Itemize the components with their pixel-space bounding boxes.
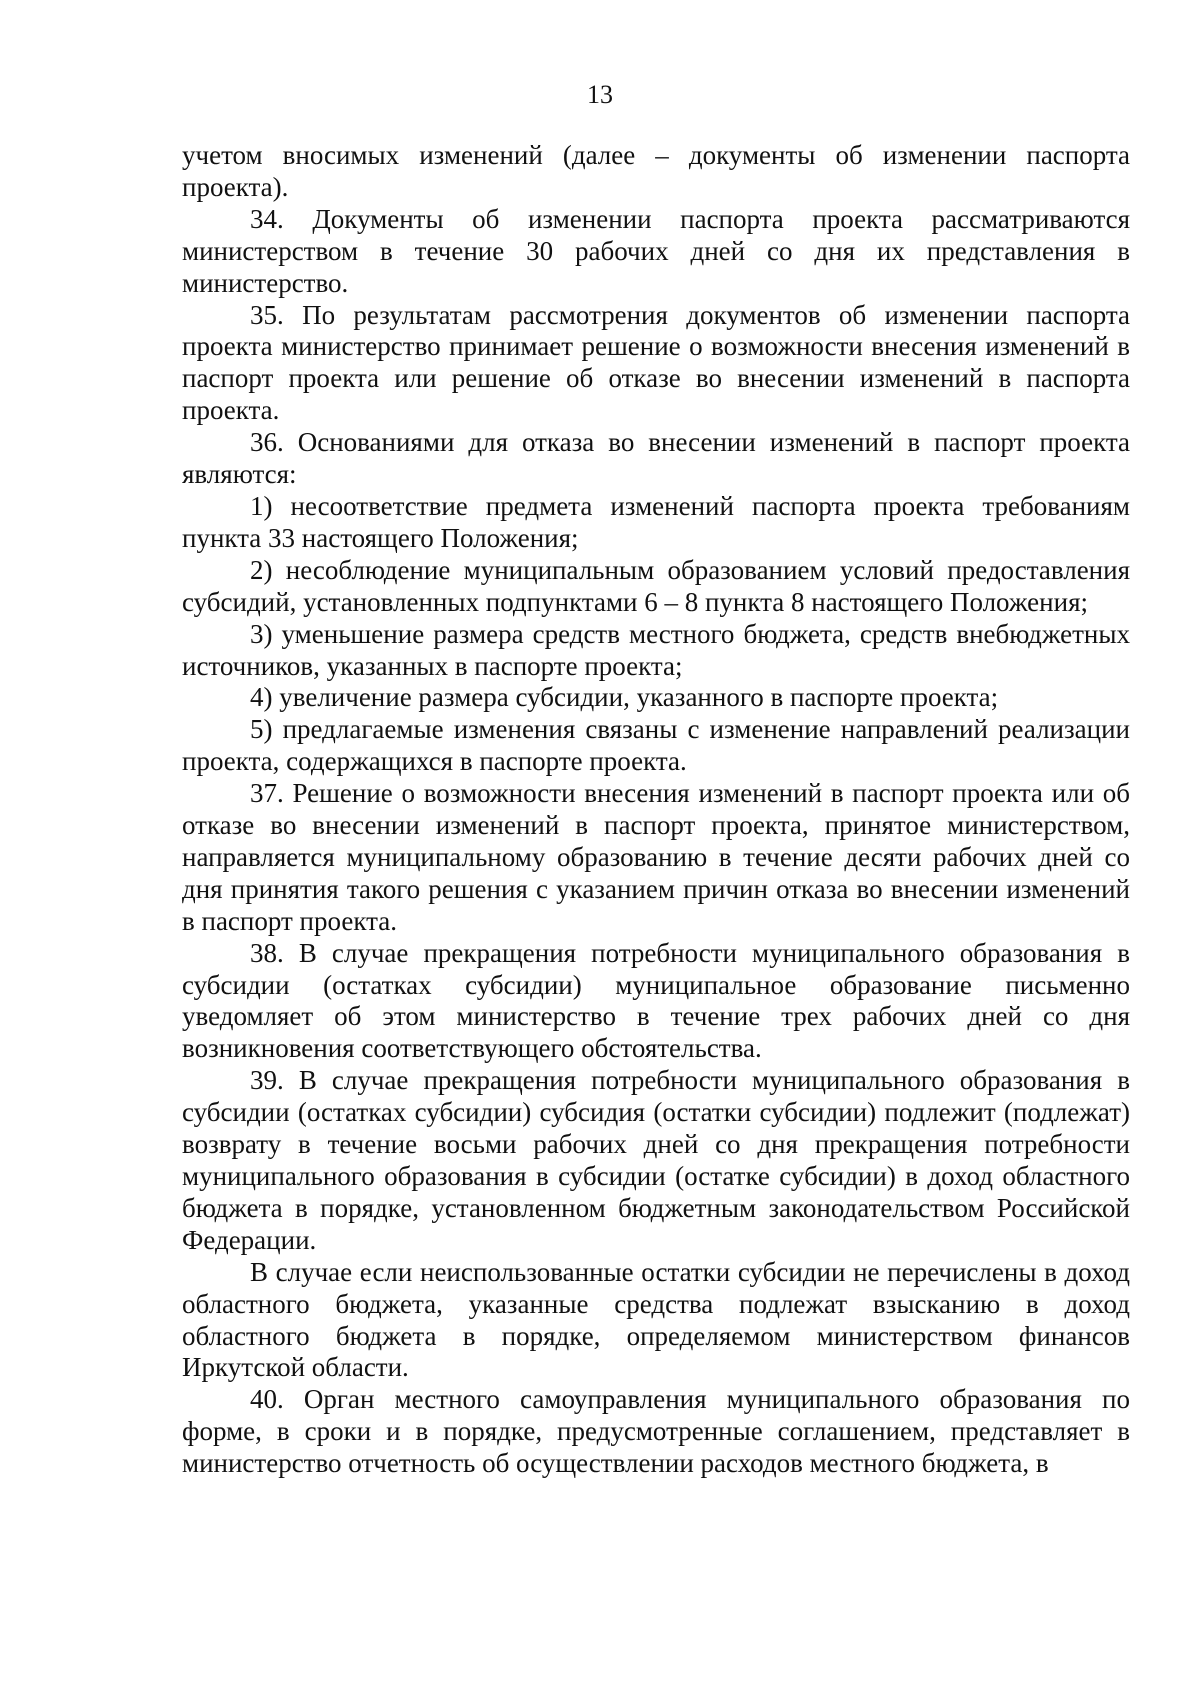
paragraph-36: 36. Основаниями для отказа во внесении изменений в паспорт проекта являются: [182, 427, 1130, 490]
paragraph-37: 37. Решение о возможности внесения изменений в паспорт проекта или об отказе во внесении изменений в паспорт проекта, принятое министерством, направляется муниципальному образованию в течение десяти рабочих дней со дня принятия такого решения с указанием причин отказа во внесении изменений в паспорт проекта. [182, 778, 1130, 936]
paragraph-38: 38. В случае прекращения потребности муниципального образования в субсидии (остатках субсидии) муниципальное образование письменно уведомляет об этом министерство в течение трех рабочих дней со дня возникновения соответствующего обстоятельства. [182, 937, 1130, 1064]
paragraph-36-item-2: 2) несоблюдение муниципальным образованием условий предоставления субсидий, установленных подпунктами 6 – 8 пункта 8 настоящего Положения; [182, 554, 1130, 617]
paragraph-36-item-5: 5) предлагаемые изменения связаны с изменение направлений реализации проекта, содержащихся в паспорте проекта. [182, 714, 1130, 777]
paragraph-40: 40. Орган местного самоуправления муниципального образования по форме, в сроки и в порядке, предусмотренные соглашением, представляет в министерство отчетность об осуществлении расходов местного бюджета, в [182, 1384, 1130, 1479]
page-number: 13 [587, 80, 613, 109]
paragraph-39: 39. В случае прекращения потребности муниципального образования в субсидии (остатках субсидии) субсидия (остатки субсидии) подлежит (подлежат) возврату в течение восьми рабочих дней со дня прекращения потребности муниципального образования в субсидии (остатке субсидии) в доход областного бюджета в порядке, установленном бюджетным законодательством Российской Федерации. [182, 1065, 1130, 1255]
paragraph-39-addendum: В случае если неиспользованные остатки субсидии не перечислены в доход областного бюджета, указанные средства подлежат взысканию в доход областного бюджета в порядке, определяемом министерством финансов Иркутской области. [182, 1256, 1130, 1383]
paragraph-36-item-3: 3) уменьшение размера средств местного бюджета, средств внебюджетных источников, указанных в паспорте проекта; [182, 618, 1130, 681]
paragraph-35: 35. По результатам рассмотрения документов об изменении паспорта проекта министерство принимает решение о возможности внесения изменений в паспорт проекта или решение об отказе во внесении изменений в паспорта проекта. [182, 299, 1130, 426]
paragraph-36-item-1: 1) несоответствие предмета изменений паспорта проекта требованиям пункта 33 настоящего Положения; [182, 490, 1130, 553]
paragraph-34: 34. Документы об изменении паспорта проекта рассматриваются министерством в течение 30 рабочих дней со дня их представления в министерство. [182, 203, 1130, 298]
paragraph-continuation: учетом вносимых изменений (далее – документы об изменении паспорта проекта). [182, 140, 1130, 202]
paragraph-36-item-4: 4) увеличение размера субсидии, указанного в паспорте проекта; [250, 682, 999, 713]
document-body [182, 140, 1130, 1480]
